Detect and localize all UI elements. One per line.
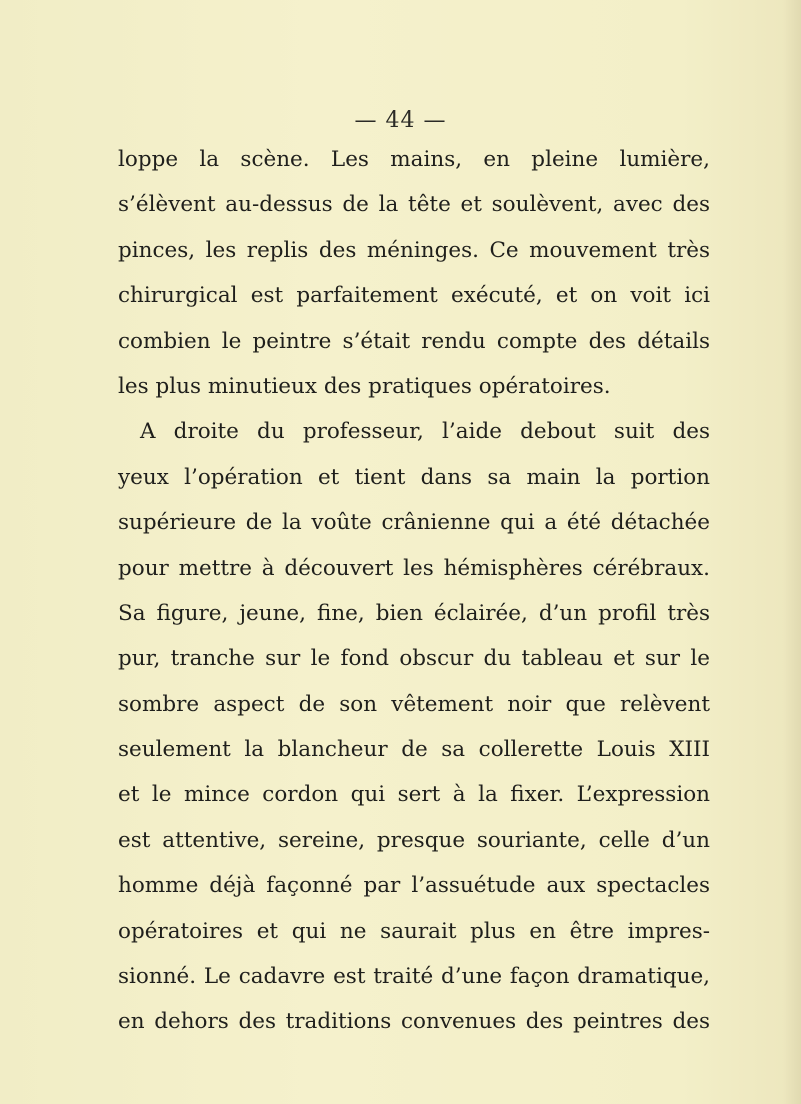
text-line: est attentive, sereine, presque souriante, celle d’un — [118, 827, 710, 853]
text-line: pur, tranche sur le fond obscur du tableau et sur le — [118, 646, 710, 672]
text-line: en dehors des traditions convenues des peintres des — [118, 1009, 710, 1035]
text-line: supérieure de la voûte crânienne qui a été détachée — [118, 510, 710, 536]
text-line: seulement la blancheur de sa collerette Louis XIII — [118, 737, 710, 763]
text-line: sionné. Le cadavre est traité d’une façon dramatique, — [118, 964, 710, 990]
text-line: yeux l’opération et tient dans sa main la portion — [118, 464, 710, 490]
text-line: opératoires et qui ne saurait plus en être impres- — [118, 918, 710, 944]
text-line: sombre aspect de son vêtement noir que relèvent — [118, 691, 710, 717]
page-edge-shadow — [783, 0, 801, 1104]
text-line: combien le peintre s’était rendu compte des détails — [118, 328, 710, 354]
text-line: les plus minutieux des pratiques opératoires. — [118, 373, 611, 399]
text-line: s’élèvent au-dessus de la tête et soulèvent, avec des — [118, 192, 710, 218]
text-line: Sa figure, jeune, fine, bien éclairée, d’un profil très — [118, 600, 710, 626]
text-line: homme déjà façonné par l’assuétude aux spectacles — [118, 873, 710, 899]
text-line: pinces, les replis des méninges. Ce mouvement très — [118, 237, 710, 263]
text-line: pour mettre à découvert les hémisphères cérébraux. — [118, 555, 710, 581]
text-line: A droite du professeur, l’aide debout suit des — [140, 419, 710, 445]
text-line: loppe la scène. Les mains, en pleine lumière, — [118, 147, 710, 172]
text-line: chirurgical est parfaitement exécuté, et on voit ici — [118, 283, 710, 309]
page-number: — 44 — — [354, 108, 447, 133]
body-text — [118, 137, 710, 1045]
text-line: et le mince cordon qui sert à la fixer. L’expression — [118, 782, 710, 808]
